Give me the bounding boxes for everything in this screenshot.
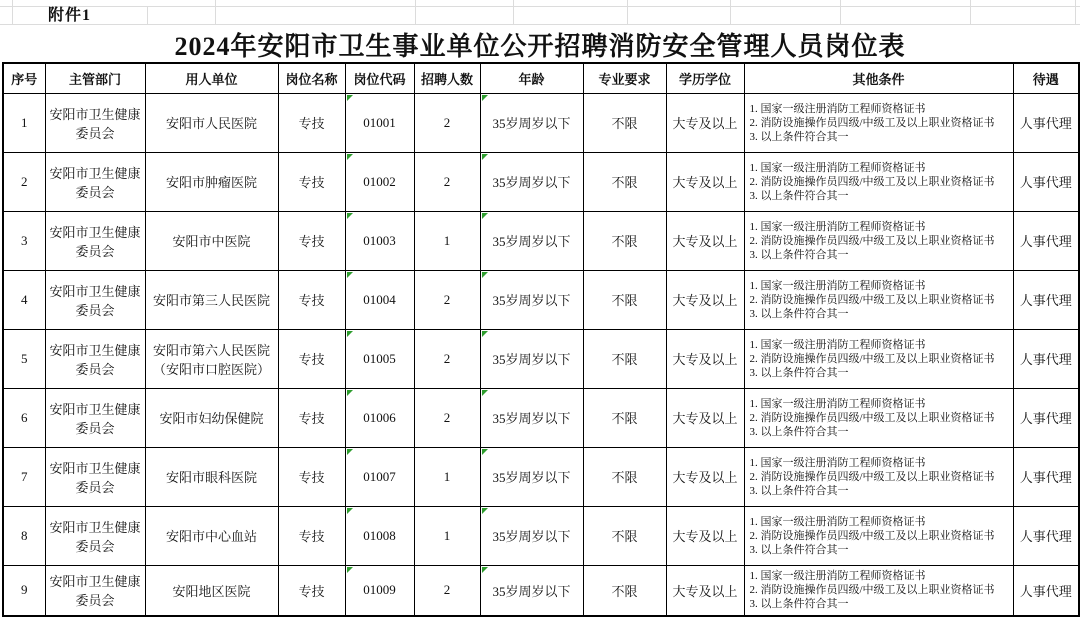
condition-line: 1. 国家一级注册消防工程师资格证书 <box>749 515 926 528</box>
cell-no: 6 <box>3 388 45 447</box>
cell-age <box>480 93 583 152</box>
error-indicator-triangle-icon <box>347 213 353 219</box>
cell-treatment: 人事代理 <box>1013 506 1079 565</box>
condition-line: 3. 以上条件符合其一 <box>749 248 849 261</box>
spreadsheet-gridline <box>415 0 416 24</box>
condition-line: 3. 以上条件符合其一 <box>749 598 849 611</box>
error-indicator-triangle-icon <box>347 508 353 514</box>
cell-recruit-count: 1 <box>414 506 480 565</box>
cell-education: 大专及以上 <box>666 447 744 506</box>
cell-post-name: 专技 <box>278 329 345 388</box>
post-code-value: 01006 <box>363 409 396 425</box>
cell-treatment: 人事代理 <box>1013 93 1079 152</box>
cell-recruit-count: 2 <box>414 93 480 152</box>
cell-employer: 安阳市肿瘤医院 <box>145 152 278 211</box>
error-indicator-triangle-icon <box>347 331 353 337</box>
cell-post-name: 专技 <box>278 211 345 270</box>
cell-post-name: 专技 <box>278 388 345 447</box>
condition-line: 2. 消防设施操作员四级/中级工及以上职业资格证书 <box>749 116 995 129</box>
cell-post-name: 专技 <box>278 152 345 211</box>
age-value: 35岁周岁以下 <box>492 529 571 544</box>
cell-dept: 安阳市卫生健康委员会 <box>45 565 145 616</box>
cell-post-name: 专技 <box>278 506 345 565</box>
cell-post-name: 专技 <box>278 93 345 152</box>
cell-treatment: 人事代理 <box>1013 270 1079 329</box>
table-row <box>3 152 1079 211</box>
cell-post-code <box>345 270 414 329</box>
post-code-value: 01003 <box>363 232 396 248</box>
error-indicator-triangle-icon <box>347 272 353 278</box>
cell-treatment: 人事代理 <box>1013 447 1079 506</box>
condition-line: 3. 以上条件符合其一 <box>749 484 849 497</box>
page-title: 2024年安阳市卫生事业单位公开招聘消防安全管理人员岗位表 <box>174 32 906 61</box>
age-value: 35岁周岁以下 <box>492 583 571 599</box>
cell-education: 大专及以上 <box>666 270 744 329</box>
spreadsheet-gridline <box>970 0 971 24</box>
col-header-treatment: 待遇 <box>1013 63 1079 93</box>
condition-line: 3. 以上条件符合其一 <box>749 189 849 202</box>
cell-recruit-count: 1 <box>414 447 480 506</box>
table-row <box>3 506 1079 565</box>
cell-major-requirement: 不限 <box>583 447 666 506</box>
error-indicator-triangle-icon <box>482 390 488 396</box>
cell-major-requirement: 不限 <box>583 93 666 152</box>
spreadsheet-gridline <box>1075 0 1076 24</box>
cell-education: 大专及以上 <box>666 506 744 565</box>
condition-line: 2. 消防设施操作员四级/中级工及以上职业资格证书 <box>749 175 995 188</box>
col-header-employer: 用人单位 <box>145 63 278 93</box>
cell-age <box>480 152 583 211</box>
cell-education: 大专及以上 <box>666 93 744 152</box>
cell-treatment: 人事代理 <box>1013 152 1079 211</box>
post-code-value: 01007 <box>363 468 396 484</box>
cell-recruit-count: 1 <box>414 211 480 270</box>
spreadsheet-gridline <box>730 0 731 24</box>
cell-employer: 安阳市眼科医院 <box>145 447 278 506</box>
cell-major-requirement: 不限 <box>583 388 666 447</box>
cell-no: 7 <box>3 447 45 506</box>
spreadsheet-gridline <box>627 0 628 24</box>
cell-dept: 安阳市卫生健康委员会 <box>45 329 145 388</box>
col-header-no: 序号 <box>3 63 45 93</box>
cell-dept: 安阳市卫生健康委员会 <box>45 152 145 211</box>
condition-line: 1. 国家一级注册消防工程师资格证书 <box>749 161 926 174</box>
cell-other-conditions <box>744 388 1013 447</box>
cell-treatment: 人事代理 <box>1013 329 1079 388</box>
col-header-recruit-count: 招聘人数 <box>414 63 480 93</box>
spreadsheet-gridline <box>0 24 1080 25</box>
table-row <box>3 565 1079 616</box>
col-header-major-requirement: 专业要求 <box>583 63 666 93</box>
condition-line: 2. 消防设施操作员四级/中级工及以上职业资格证书 <box>749 529 995 542</box>
cell-recruit-count: 2 <box>414 565 480 616</box>
attachment-label: 附件1 <box>48 7 92 24</box>
cell-no: 1 <box>3 93 45 152</box>
cell-education: 大专及以上 <box>666 152 744 211</box>
spreadsheet-gridline <box>215 0 216 24</box>
table-header <box>3 63 1079 93</box>
age-value: 35岁周岁以下 <box>492 352 571 367</box>
condition-line: 1. 国家一级注册消防工程师资格证书 <box>749 456 926 469</box>
cell-recruit-count: 2 <box>414 388 480 447</box>
condition-line: 3. 以上条件符合其一 <box>749 543 849 556</box>
error-indicator-triangle-icon <box>347 567 353 573</box>
col-header-age: 年龄 <box>480 63 583 93</box>
cell-post-code <box>345 211 414 270</box>
cell-post-code <box>345 329 414 388</box>
cell-age <box>480 388 583 447</box>
age-value: 35岁周岁以下 <box>492 116 571 131</box>
cell-education: 大专及以上 <box>666 388 744 447</box>
cell-age <box>480 211 583 270</box>
condition-line: 1. 国家一级注册消防工程师资格证书 <box>749 338 926 351</box>
cell-post-code <box>345 93 414 152</box>
cell-treatment: 人事代理 <box>1013 565 1079 616</box>
error-indicator-triangle-icon <box>482 508 488 514</box>
post-code-value: 01008 <box>363 527 396 543</box>
cell-no: 4 <box>3 270 45 329</box>
error-indicator-triangle-icon <box>482 331 488 337</box>
error-indicator-triangle-icon <box>482 154 488 160</box>
table-row <box>3 270 1079 329</box>
cell-dept: 安阳市卫生健康委员会 <box>45 388 145 447</box>
error-indicator-triangle-icon <box>482 567 488 573</box>
table-row <box>3 388 1079 447</box>
condition-line: 2. 消防设施操作员四级/中级工及以上职业资格证书 <box>749 411 995 424</box>
post-code-value: 01004 <box>363 291 396 307</box>
positions-table <box>2 62 1080 617</box>
condition-line: 2. 消防设施操作员四级/中级工及以上职业资格证书 <box>749 352 995 365</box>
cell-employer: 安阳市妇幼保健院 <box>145 388 278 447</box>
cell-education: 大专及以上 <box>666 329 744 388</box>
cell-post-code <box>345 447 414 506</box>
col-header-dept: 主管部门 <box>45 63 145 93</box>
col-header-other-conditions: 其他条件 <box>744 63 1013 93</box>
spreadsheet-gridline <box>12 0 13 24</box>
cell-no: 5 <box>3 329 45 388</box>
spreadsheet-gridline <box>0 6 1080 7</box>
cell-other-conditions <box>744 93 1013 152</box>
spreadsheet-gridline <box>840 0 841 24</box>
col-header-post-name: 岗位名称 <box>278 63 345 93</box>
error-indicator-triangle-icon <box>482 449 488 455</box>
cell-other-conditions <box>744 152 1013 211</box>
cell-other-conditions <box>744 565 1013 616</box>
condition-line: 3. 以上条件符合其一 <box>749 130 849 143</box>
age-value: 35岁周岁以下 <box>492 411 571 426</box>
cell-age <box>480 565 583 616</box>
condition-line: 1. 国家一级注册消防工程师资格证书 <box>749 102 926 115</box>
cell-recruit-count: 2 <box>414 152 480 211</box>
cell-other-conditions <box>744 506 1013 565</box>
cell-treatment: 人事代理 <box>1013 211 1079 270</box>
error-indicator-triangle-icon <box>482 95 488 101</box>
condition-line: 1. 国家一级注册消防工程师资格证书 <box>749 279 926 292</box>
age-value: 35岁周岁以下 <box>492 175 571 190</box>
post-code-value: 01002 <box>363 173 396 189</box>
table-body <box>3 93 1079 616</box>
cell-employer: 安阳市人民医院 <box>145 93 278 152</box>
cell-dept: 安阳市卫生健康委员会 <box>45 506 145 565</box>
spreadsheet-gridline <box>147 6 148 24</box>
table-row <box>3 93 1079 152</box>
cell-major-requirement: 不限 <box>583 152 666 211</box>
cell-no: 9 <box>3 565 45 616</box>
error-indicator-triangle-icon <box>347 390 353 396</box>
cell-no: 2 <box>3 152 45 211</box>
cell-other-conditions <box>744 211 1013 270</box>
cell-employer: 安阳地区医院 <box>145 565 278 616</box>
cell-major-requirement: 不限 <box>583 506 666 565</box>
cell-recruit-count: 2 <box>414 270 480 329</box>
error-indicator-triangle-icon <box>482 213 488 219</box>
cell-treatment: 人事代理 <box>1013 388 1079 447</box>
cell-dept: 安阳市卫生健康委员会 <box>45 447 145 506</box>
cell-other-conditions <box>744 329 1013 388</box>
cell-recruit-count: 2 <box>414 329 480 388</box>
col-header-post-code: 岗位代码 <box>345 63 414 93</box>
cell-employer: 安阳市第三人民医院 <box>145 270 278 329</box>
cell-post-name: 专技 <box>278 565 345 616</box>
cell-dept: 安阳市卫生健康委员会 <box>45 211 145 270</box>
cell-no: 3 <box>3 211 45 270</box>
condition-line: 2. 消防设施操作员四级/中级工及以上职业资格证书 <box>749 584 995 597</box>
age-value: 35岁周岁以下 <box>492 234 571 249</box>
table-row <box>3 211 1079 270</box>
error-indicator-triangle-icon <box>347 449 353 455</box>
condition-line: 3. 以上条件符合其一 <box>749 366 849 379</box>
cell-post-code <box>345 152 414 211</box>
age-value: 35岁周岁以下 <box>492 293 571 308</box>
cell-employer: 安阳市中心血站 <box>145 506 278 565</box>
cell-age <box>480 270 583 329</box>
header-row <box>3 63 1079 93</box>
cell-major-requirement: 不限 <box>583 211 666 270</box>
error-indicator-triangle-icon <box>347 95 353 101</box>
spreadsheet-gridline <box>513 0 514 24</box>
cell-post-code <box>345 388 414 447</box>
cell-age <box>480 329 583 388</box>
condition-line: 2. 消防设施操作员四级/中级工及以上职业资格证书 <box>749 293 995 306</box>
cell-major-requirement: 不限 <box>583 270 666 329</box>
error-indicator-triangle-icon <box>482 272 488 278</box>
condition-line: 1. 国家一级注册消防工程师资格证书 <box>749 397 926 410</box>
condition-line: 2. 消防设施操作员四级/中级工及以上职业资格证书 <box>749 234 995 247</box>
cell-employer: 安阳市中医院 <box>145 211 278 270</box>
cell-education: 大专及以上 <box>666 565 744 616</box>
cell-other-conditions <box>744 270 1013 329</box>
post-code-value: 01005 <box>363 350 396 366</box>
cell-dept: 安阳市卫生健康委员会 <box>45 270 145 329</box>
cell-post-code <box>345 565 414 616</box>
cell-post-name: 专技 <box>278 270 345 329</box>
condition-line: 1. 国家一级注册消防工程师资格证书 <box>749 570 926 583</box>
post-code-value: 01001 <box>363 114 396 130</box>
condition-line: 2. 消防设施操作员四级/中级工及以上职业资格证书 <box>749 470 995 483</box>
cell-post-code <box>345 506 414 565</box>
cell-age <box>480 506 583 565</box>
col-header-education: 学历学位 <box>666 63 744 93</box>
cell-post-name: 专技 <box>278 447 345 506</box>
cell-major-requirement: 不限 <box>583 329 666 388</box>
table-row <box>3 329 1079 388</box>
post-code-value: 01009 <box>363 582 396 598</box>
table-row <box>3 447 1079 506</box>
cell-employer: 安阳市第六人民医院（安阳市口腔医院） <box>145 329 278 388</box>
age-value: 35岁周岁以下 <box>492 470 571 485</box>
cell-age <box>480 447 583 506</box>
condition-line: 1. 国家一级注册消防工程师资格证书 <box>749 220 926 233</box>
cell-dept: 安阳市卫生健康委员会 <box>45 93 145 152</box>
condition-line: 3. 以上条件符合其一 <box>749 425 849 438</box>
cell-major-requirement: 不限 <box>583 565 666 616</box>
cell-education: 大专及以上 <box>666 211 744 270</box>
condition-line: 3. 以上条件符合其一 <box>749 307 849 320</box>
cell-no: 8 <box>3 506 45 565</box>
cell-other-conditions <box>744 447 1013 506</box>
error-indicator-triangle-icon <box>347 154 353 160</box>
